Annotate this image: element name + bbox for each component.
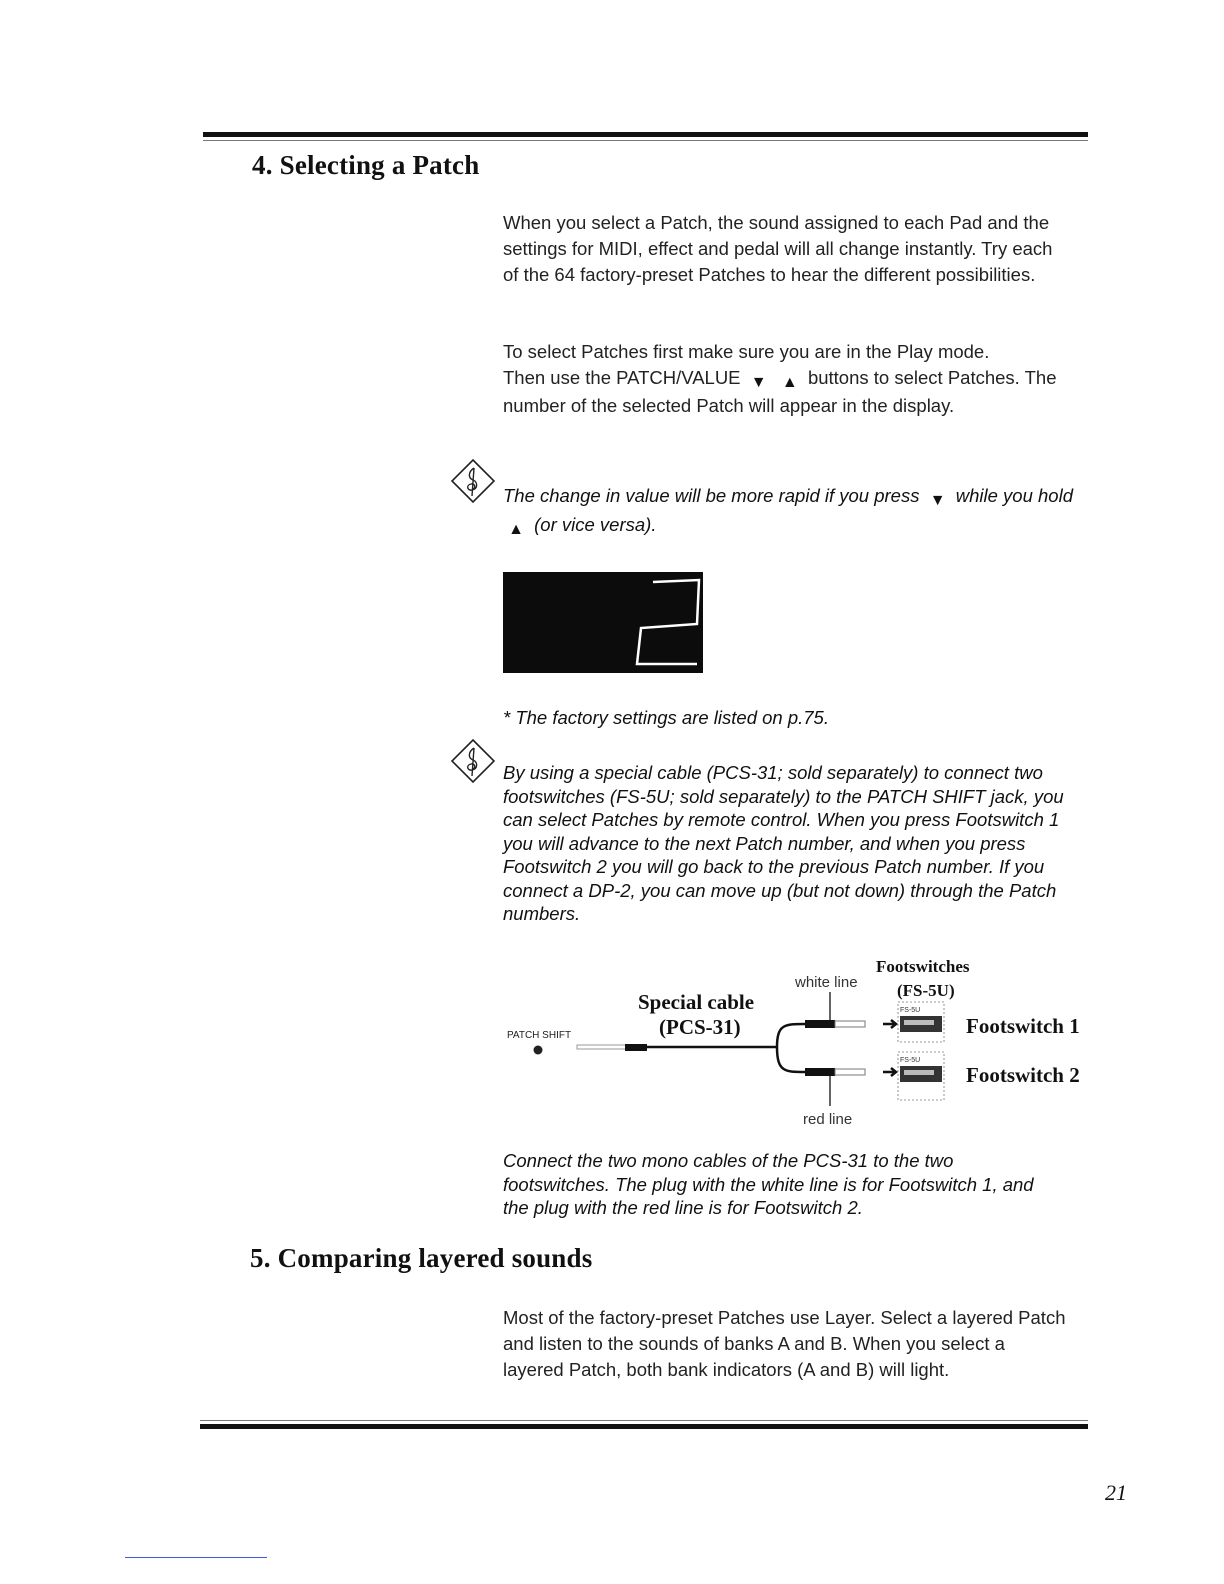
up-arrow-icon: ▲ <box>781 374 798 391</box>
diagram-caption: Connect the two mono cables of the PCS-31 to the two footswitches. The plug with the white line is for Footswitch 1, and the plug with the red line is for Footswitch 2. <box>503 1150 1034 1218</box>
note-clef-icon <box>450 458 496 504</box>
down-arrow-icon: ▼ <box>750 374 767 391</box>
para2-line1: To select Patches first make sure you are in the Play mode. <box>503 341 990 362</box>
bottom-rule <box>200 1424 1088 1429</box>
page-number: 21 <box>1105 1480 1127 1505</box>
footswitches-model-label: (FS-5U) <box>897 981 955 1000</box>
footswitch-1-icon <box>898 1002 944 1042</box>
footswitch-connection-diagram <box>505 950 1095 1130</box>
patch-display <box>503 572 703 673</box>
note1-post: (or vice versa). <box>534 514 657 535</box>
note1-pre: The change in value will be more rapid if you press <box>503 485 920 506</box>
footswitches-label: Footswitches <box>876 957 970 976</box>
section-5-heading: 5. Comparing layered sounds <box>250 1243 593 1273</box>
seven-segment-digit <box>503 572 703 673</box>
red-line-label: red line <box>803 1111 853 1128</box>
factory-settings-note: * The factory settings are listed on p.75. <box>503 707 829 728</box>
bottom-rule-thin <box>200 1420 1088 1421</box>
section-5-paragraph-1: Most of the factory-preset Patches use Layer. Select a layered Patch and listen to the sounds of banks A and B. When you select a layered Patch, both bank indicators (A and B) will light. <box>503 1307 1066 1380</box>
display-digit: 2 <box>603 631 605 633</box>
footer-link-underline[interactable] <box>125 1557 267 1558</box>
para2-post: buttons to select Patches. The number of the selected Patch will appear in the display. <box>503 367 1057 416</box>
patch-shift-jack-icon <box>534 1046 543 1055</box>
section-4-heading: 4. Selecting a Patch <box>252 150 480 180</box>
white-line-label: white line <box>795 974 858 991</box>
down-arrow-icon: ▼ <box>929 492 946 509</box>
section-4-paragraph-2 <box>503 339 1063 419</box>
note-clef-icon <box>450 738 496 784</box>
special-cable-label: Special cable <box>638 990 755 1014</box>
note-2: By using a special cable (PCS-31; sold separately) to connect two footswitches (FS-5U; sold separately) to the PATCH SHIFT jack, you can select Patches by remote control. When you press Footswitch 1 you will advance to the next Patch number, and when you press Footswitch 2 you will go back to the previous Patch number. If you connect a DP-2, you can move up (but not down) through the Patch numbers. <box>503 762 1064 924</box>
patch-shift-label: PATCH SHIFT <box>507 1030 572 1041</box>
footswitch-1-label: Footswitch 1 <box>966 1014 1080 1038</box>
footswitch-2-icon <box>898 1052 944 1100</box>
top-rule <box>203 132 1088 137</box>
footswitch-2-tag: FS-5U <box>900 1057 921 1064</box>
note1-mid: while you hold <box>955 485 1073 506</box>
top-rule-thin <box>203 140 1088 141</box>
cable-model-label: (PCS-31) <box>659 1015 741 1039</box>
note-1 <box>503 482 1088 540</box>
up-arrow-icon: ▲ <box>508 521 524 538</box>
footswitch-2-label: Footswitch 2 <box>966 1063 1080 1087</box>
para2-pre: Then use the PATCH/VALUE <box>503 367 741 388</box>
footswitch-1-tag: FS-5U <box>900 1007 921 1014</box>
section-4-paragraph-1: When you select a Patch, the sound assigned to each Pad and the settings for MIDI, effect and pedal will all change instantly. Try each of the 64 factory-preset Patches to hear the different possibilities. <box>503 212 1053 285</box>
